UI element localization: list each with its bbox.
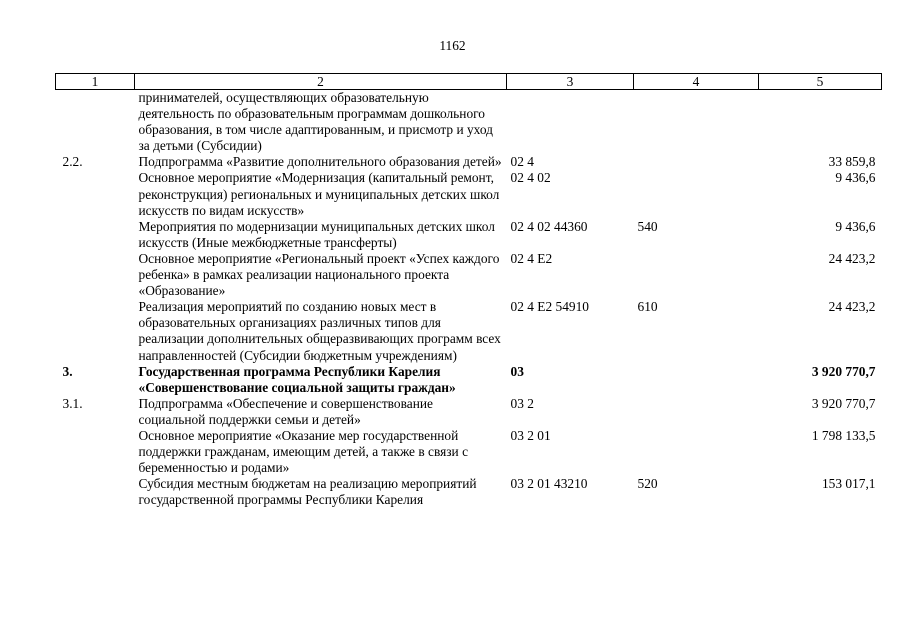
row-code: 02 4 E2: [510, 250, 553, 266]
table-row: [56, 364, 882, 396]
row-expense-type: [634, 396, 759, 428]
table-row: [56, 219, 882, 251]
row-expense-type: [634, 170, 759, 218]
column-header-4: 4: [634, 74, 759, 90]
row-code: 03 2 01: [510, 427, 551, 443]
row-name: Мероприятия по модернизации муниципальных детских школ искусств (Иные межбюджетные трансферты): [138, 218, 495, 250]
table-row: [56, 90, 882, 155]
row-expense-type: 610: [637, 299, 658, 315]
row-amount: 33 859,8: [828, 154, 876, 170]
row-name: Основное мероприятие «Региональный проект «Успех каждого ребенка» в рамках реализации национального проекта «Образование»: [138, 250, 500, 299]
row-code: 03 2: [510, 395, 534, 411]
row-code: 03: [510, 363, 524, 379]
row-expense-type: [634, 428, 759, 476]
column-header-3: 3: [507, 74, 634, 90]
row-amount: 9 436,6: [835, 170, 876, 186]
row-amount: 24 423,2: [828, 250, 876, 266]
column-header-5: 5: [759, 74, 882, 90]
table-row: [56, 251, 882, 299]
row-number: [56, 90, 135, 155]
row-name: Государственная программа Республики Карелия «Совершенствование социальной защиты граждан»: [138, 363, 456, 395]
table-body: [56, 90, 882, 509]
row-expense-type: [634, 154, 759, 170]
row-number: 2.2.: [62, 154, 83, 170]
row-expense-type: [634, 251, 759, 299]
table-row: [56, 154, 882, 170]
row-code: 02 4 02 44360: [510, 218, 588, 234]
row-code: 02 4 E2 54910: [510, 299, 589, 315]
row-name: Основное мероприятие «Модернизация (капитальный ремонт, реконструкция) региональных и муниципальных детских школ искусств по видам искусств»: [138, 170, 500, 218]
row-amount: 153 017,1: [821, 476, 876, 492]
row-code: 03 2 01 43210: [510, 476, 588, 492]
row-number: [56, 251, 135, 299]
row-name: Подпрограмма «Обеспечение и совершенствование социальной поддержки семьи и детей»: [138, 395, 433, 427]
row-name: Подпрограмма «Развитие дополнительного образования детей»: [138, 154, 502, 170]
table-row: [56, 170, 882, 218]
row-amount: 3 920 770,7: [811, 363, 876, 379]
budget-table: [55, 73, 882, 508]
row-amount: [759, 90, 882, 155]
row-number: 3.: [62, 363, 73, 379]
table-row: [56, 476, 882, 508]
row-name: принимателей, осуществляющих образовательную деятельность по образовательным программам дошкольного образования, в том числе адаптированным, и присмотр и уход за детьми (Субсидии): [138, 90, 493, 154]
row-number: [56, 219, 135, 251]
row-amount: 1 798 133,5: [811, 427, 876, 443]
column-header-2: 2: [135, 74, 507, 90]
row-expense-type: [634, 364, 759, 396]
page-number: 1162: [439, 38, 466, 53]
row-code: 02 4 02: [510, 170, 551, 186]
row-code: 02 4: [510, 154, 534, 170]
table-row: [56, 428, 882, 476]
row-name: Субсидия местным бюджетам на реализацию мероприятий государственной программы Республики Карелия: [138, 476, 477, 508]
row-expense-type: 520: [637, 476, 658, 492]
column-header-1: 1: [56, 74, 135, 90]
row-name: Реализация мероприятий по созданию новых мест в образовательных организациях различных типов для реализации дополнительных общеразвивающих программ всех направленностей (Субсидии бюджетным учреждениям): [138, 299, 501, 363]
table-row: [56, 299, 882, 363]
row-code: [507, 90, 634, 155]
row-number: [56, 476, 135, 508]
row-amount: 24 423,2: [828, 299, 876, 315]
row-number: [56, 299, 135, 363]
row-number: [56, 170, 135, 218]
row-expense-type: [634, 90, 759, 155]
table-row: [56, 396, 882, 428]
row-amount: 3 920 770,7: [811, 395, 876, 411]
row-amount: 9 436,6: [835, 218, 876, 234]
row-name: Основное мероприятие «Оказание мер государственной поддержки гражданам, имеющим детей, а также в связи с беременностью и родами»: [138, 427, 469, 476]
table-header: [56, 74, 882, 90]
row-number: [56, 428, 135, 476]
row-number: 3.1.: [62, 395, 83, 411]
row-expense-type: 540: [637, 218, 658, 234]
